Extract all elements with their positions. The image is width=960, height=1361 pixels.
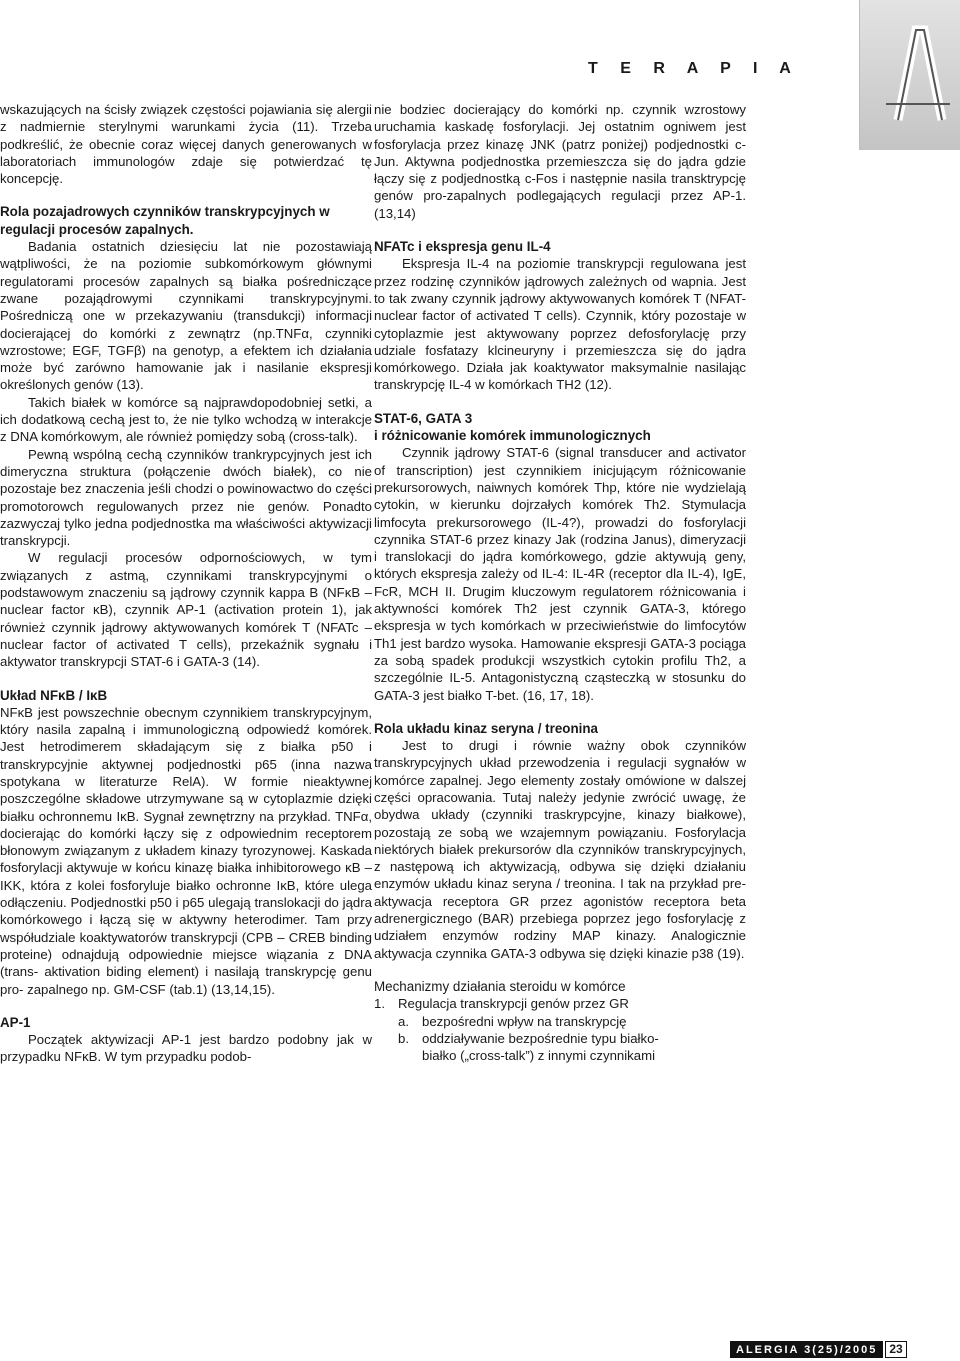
steroid-mechanism-list <box>374 995 746 1064</box>
sub-list <box>374 1013 746 1065</box>
sub-text: bezpośredni wpływ na transkrypcję <box>422 1013 627 1029</box>
sub-list-item <box>398 1030 746 1065</box>
journal-issue-label: ALERGIA 3(25)/2005 <box>730 1341 883 1358</box>
section-heading-stat: STAT-6, GATA 3 <box>374 410 473 426</box>
section-title: T E R A P I A <box>588 60 800 77</box>
sub-letter: b. <box>398 1030 409 1046</box>
paragraph: Jest to drugi i równie ważny obok czynników transkrypcyjnych układ przewodzenia i regulacji sygnałów w komórce zapalnej. Jego elementy zostały omówione w dalszej części opracowania. Tutaj należy jedynie zwrócić uwagę, że obydwa układy (czynniki traskrypcyjne, kinazy białkowe), pozostają ze sobą we wzajemnym powiązaniu. Fosforylacja niektórych białek prekursorów dla czynników transkrypcyjnych, z następową ich aktywizacją, odbywa się dzięki działaniu enzymów układu kinaz seryna / treonina. I tak na przykład pre-aktywacja receptora GR przez agonistów receptora beta adrenergicznego (BAR) przebiega poprzez jego fosforylację z udziałem enzymów rodziny MAP kinazy. Analogicznie aktywacja czynnika GATA-3 odbywa się dzięki kinazie p38 (19). <box>374 738 746 961</box>
section-heading-nfkb: Układ NFκB / IκB <box>0 687 108 703</box>
list-text: Regulacja transkrypcji genów przez GR <box>398 996 629 1012</box>
list-item <box>374 995 746 1064</box>
paragraph: Ekspresja IL-4 na poziomie transkrypcji regulowana jest przez rodzinę czynników jądrowych zależnych od wapnia. Jest to tak zwany czynnik jądrowy aktywowanych komórek T (NFAT-nuclear factor of activated T cells). Czynnik, który pozostaje w cytoplazmie jest aktywowany poprzez defosforylację przy udziale fosfatazy klcineuryny i przemieszcza się do jądra komórkowego. Działa jak koaktywator maksymalnie nasilając transkrypcję IL-4 w komórkach TH2 (12). <box>374 256 746 393</box>
paragraph: Czynnik jądrowy STAT-6 (signal transducer and activator of transcription) jest czynnikiem inicjującym różnicowanie prekursorowych, naiwnych komórek Thp, które nie wydzielają cytokin, w kierunku dojrzałych komórek Th2. Stymulacja limfocyta prekursorowego (IL-4?), prowadzi do fosforylacji czynnika STAT-6 przez kinazy Jak (rodzina Janus), dimeryzacji i translokacji do jądra komórkowego, gdzie aktywują geny, których ekspresja zależy od IL-4: IL-4R (receptor dla IL-4), IgE, FcR, MCH II. Drugim kluczowym regulatorem różnicowania i aktywności komórek Th2 jest czynnik GATA-3, którego ekspresja w tych komórkach w przeciwieństwie do limfocytów Th1 jest bardzo wysoka. Hamowanie ekspresji GATA-3 pociąga za sobą spadek produkcji wszystkich cytokin profilu Th2, a szczególnie IL-5. Antagonistyczną cząsteczką w stosunku do GATA-3 jest białko T-bet. (16, 17, 18). <box>374 445 746 703</box>
section-heading-ap1: AP-1 <box>0 1014 31 1030</box>
page-number: 23 <box>885 1341 906 1358</box>
right-column <box>374 101 746 1064</box>
sub-text-continued: białko („cross-talk”) z innymi czynnikami <box>422 1048 656 1064</box>
paragraph: Pewną wspólną cechą czynników trankrypcyjnych jest ich dimeryczna struktura (połączenie dwóch białek), co nie pozostaje bez znaczenia jeśli chodzi o powinowactwo do części promotorowch regulowanych przez nie genów. Ponadto zazwyczaj tylko jedna podjednostka ma właściwości aktywizacji transkrypcji. <box>0 446 372 549</box>
paragraph: NFκB jest powszechnie obecnym czynnikiem transkrypcyjnym, który nasila zapalną i immunologiczną odpowiedź komórek. Jest hetrodimerem składającym się z białka p50 i transkrypcyjnie aktywnej podjednostki p65 (inna nazwa spotykana w literaturze RelA). W formie nieaktywnej poszczególne składowe utrzymywane są w cytoplazmie dzięki białku ochronnemu IκB. Sygnał zewnętrzny na przykład. TNFα, docierając do komórki łączy się z odpowiednim receptorem błonowym związanym z układem kinazy tyrozynowej. Kaskada fosforylacji aktywuje w końcu kinazę białka inhibitorowego κB – IKK, która z kolei fosforyluje białko ochronne IκB, które ulega odłączeniu. Podjednostki p50 i p65 ulegają translokacji do jądra komórkowego i łączą się w aktywny heterodimer. Tam przy współudziale koaktywatorów transkrypcji (CPB – CREB binding proteine) odnajdują odpowiednie miejsce wiązania z DNA (trans- aktivation biding element) i nasilają transkrypcję genu pro- zapalnego np. GM-CSF (tab.1) (13,14,15). <box>0 704 372 997</box>
paragraph: wskazujących na ścisły związek częstości pojawiania się alergii z nadmiernie sterylnymi warunkami życia (11). Trzeba podkreślić, że obecnie coraz więcej danych generowanych w laboratoriach immunologów zdaje się potwierdzać tę koncepcję. <box>0 102 372 187</box>
sub-letter: a. <box>398 1013 409 1029</box>
paragraph: Takich białek w komórce są najprawdopodobniej setki, a ich dodatkową cechą jest to, że nie tylko wchodzą w interakcje z DNA komórkowym, ale również pomiędzy sobą (cross-talk). <box>0 394 372 445</box>
paragraph: Badania ostatnich dziesięciu lat nie pozostawiają wątpliwości, że na poziomie subkomórkowym głównymi regulatorami procesów zapalnych są białka pośredniczące zwane pozajądrowymi czynnikami transkrypcyjnymi. Pośredniczą one w przekazywaniu (transdukcji) informacji docierającej do komórki z zewnątrz (np.TNFα, czynniki wzrostowe; EGF, TGFβ) na genotyp, a efektem ich działania może być zarówno hamowanie jak i nasilanie ekspresji określonych genów (13). <box>0 239 372 393</box>
journal-corner-logo <box>859 0 960 150</box>
section-heading-kinaz: Rola układu kinaz seryna / treonina <box>374 720 598 736</box>
section-heading-rola: Rola pozajadrowych czynników transkrypcyjnych w regulacji procesów zapalnych. <box>0 204 330 237</box>
sub-text: oddziaływanie bezpośrednie typu białko- <box>422 1030 659 1046</box>
paragraph: nie bodziec docierający do komórki np. czynnik wzrostowy uruchamia kaskadę fosforylacji. Jej ostatnim ogniwem jest fosforylacja przez kinazę JNK (patrz poniżej) podjednostki c-Jun. Aktywna podjednostka przemieszcza się do jądra gdzie łączy się z podjednostką c-Fos i następnie nasila transktrypcję genów pro-zapalnych podlegających regulacji przez AP-1. (13,14) <box>374 102 746 221</box>
section-heading-nfat: NFATc i ekspresja genu IL-4 <box>374 239 551 255</box>
section-heading-stat-sub: i różnicowanie komórek immunologicznych <box>374 428 651 444</box>
list-number: 1. <box>374 996 385 1012</box>
page-footer <box>730 1341 907 1358</box>
left-column <box>0 101 372 1066</box>
paragraph: Początek aktywizacji AP-1 jest bardzo podobny jak w przypadku NFκB. W tym przypadku podob- <box>0 1032 372 1065</box>
section-heading-mechanizmy: Mechanizmy działania steroidu w komórce <box>374 978 626 994</box>
paragraph: W regulacji procesów odpornościowych, w tym związanych z astmą, czynnikami transkrypcyjnymi o podstawowym znaczeniu są jądrowy czynnik kappa B (NFκB – nuclear factor κB), czynnik AP-1 (activation protein 1), jak również czynnik jądrowy aktywowanych komórek T (NFATc – nuclear factor of activated T cells), przekaźnik sygnału i aktywator transkrypcji STAT-6 i GATA-3 (14). <box>0 550 372 670</box>
journal-logo-icon <box>876 22 960 132</box>
sub-list-item <box>398 1013 746 1030</box>
